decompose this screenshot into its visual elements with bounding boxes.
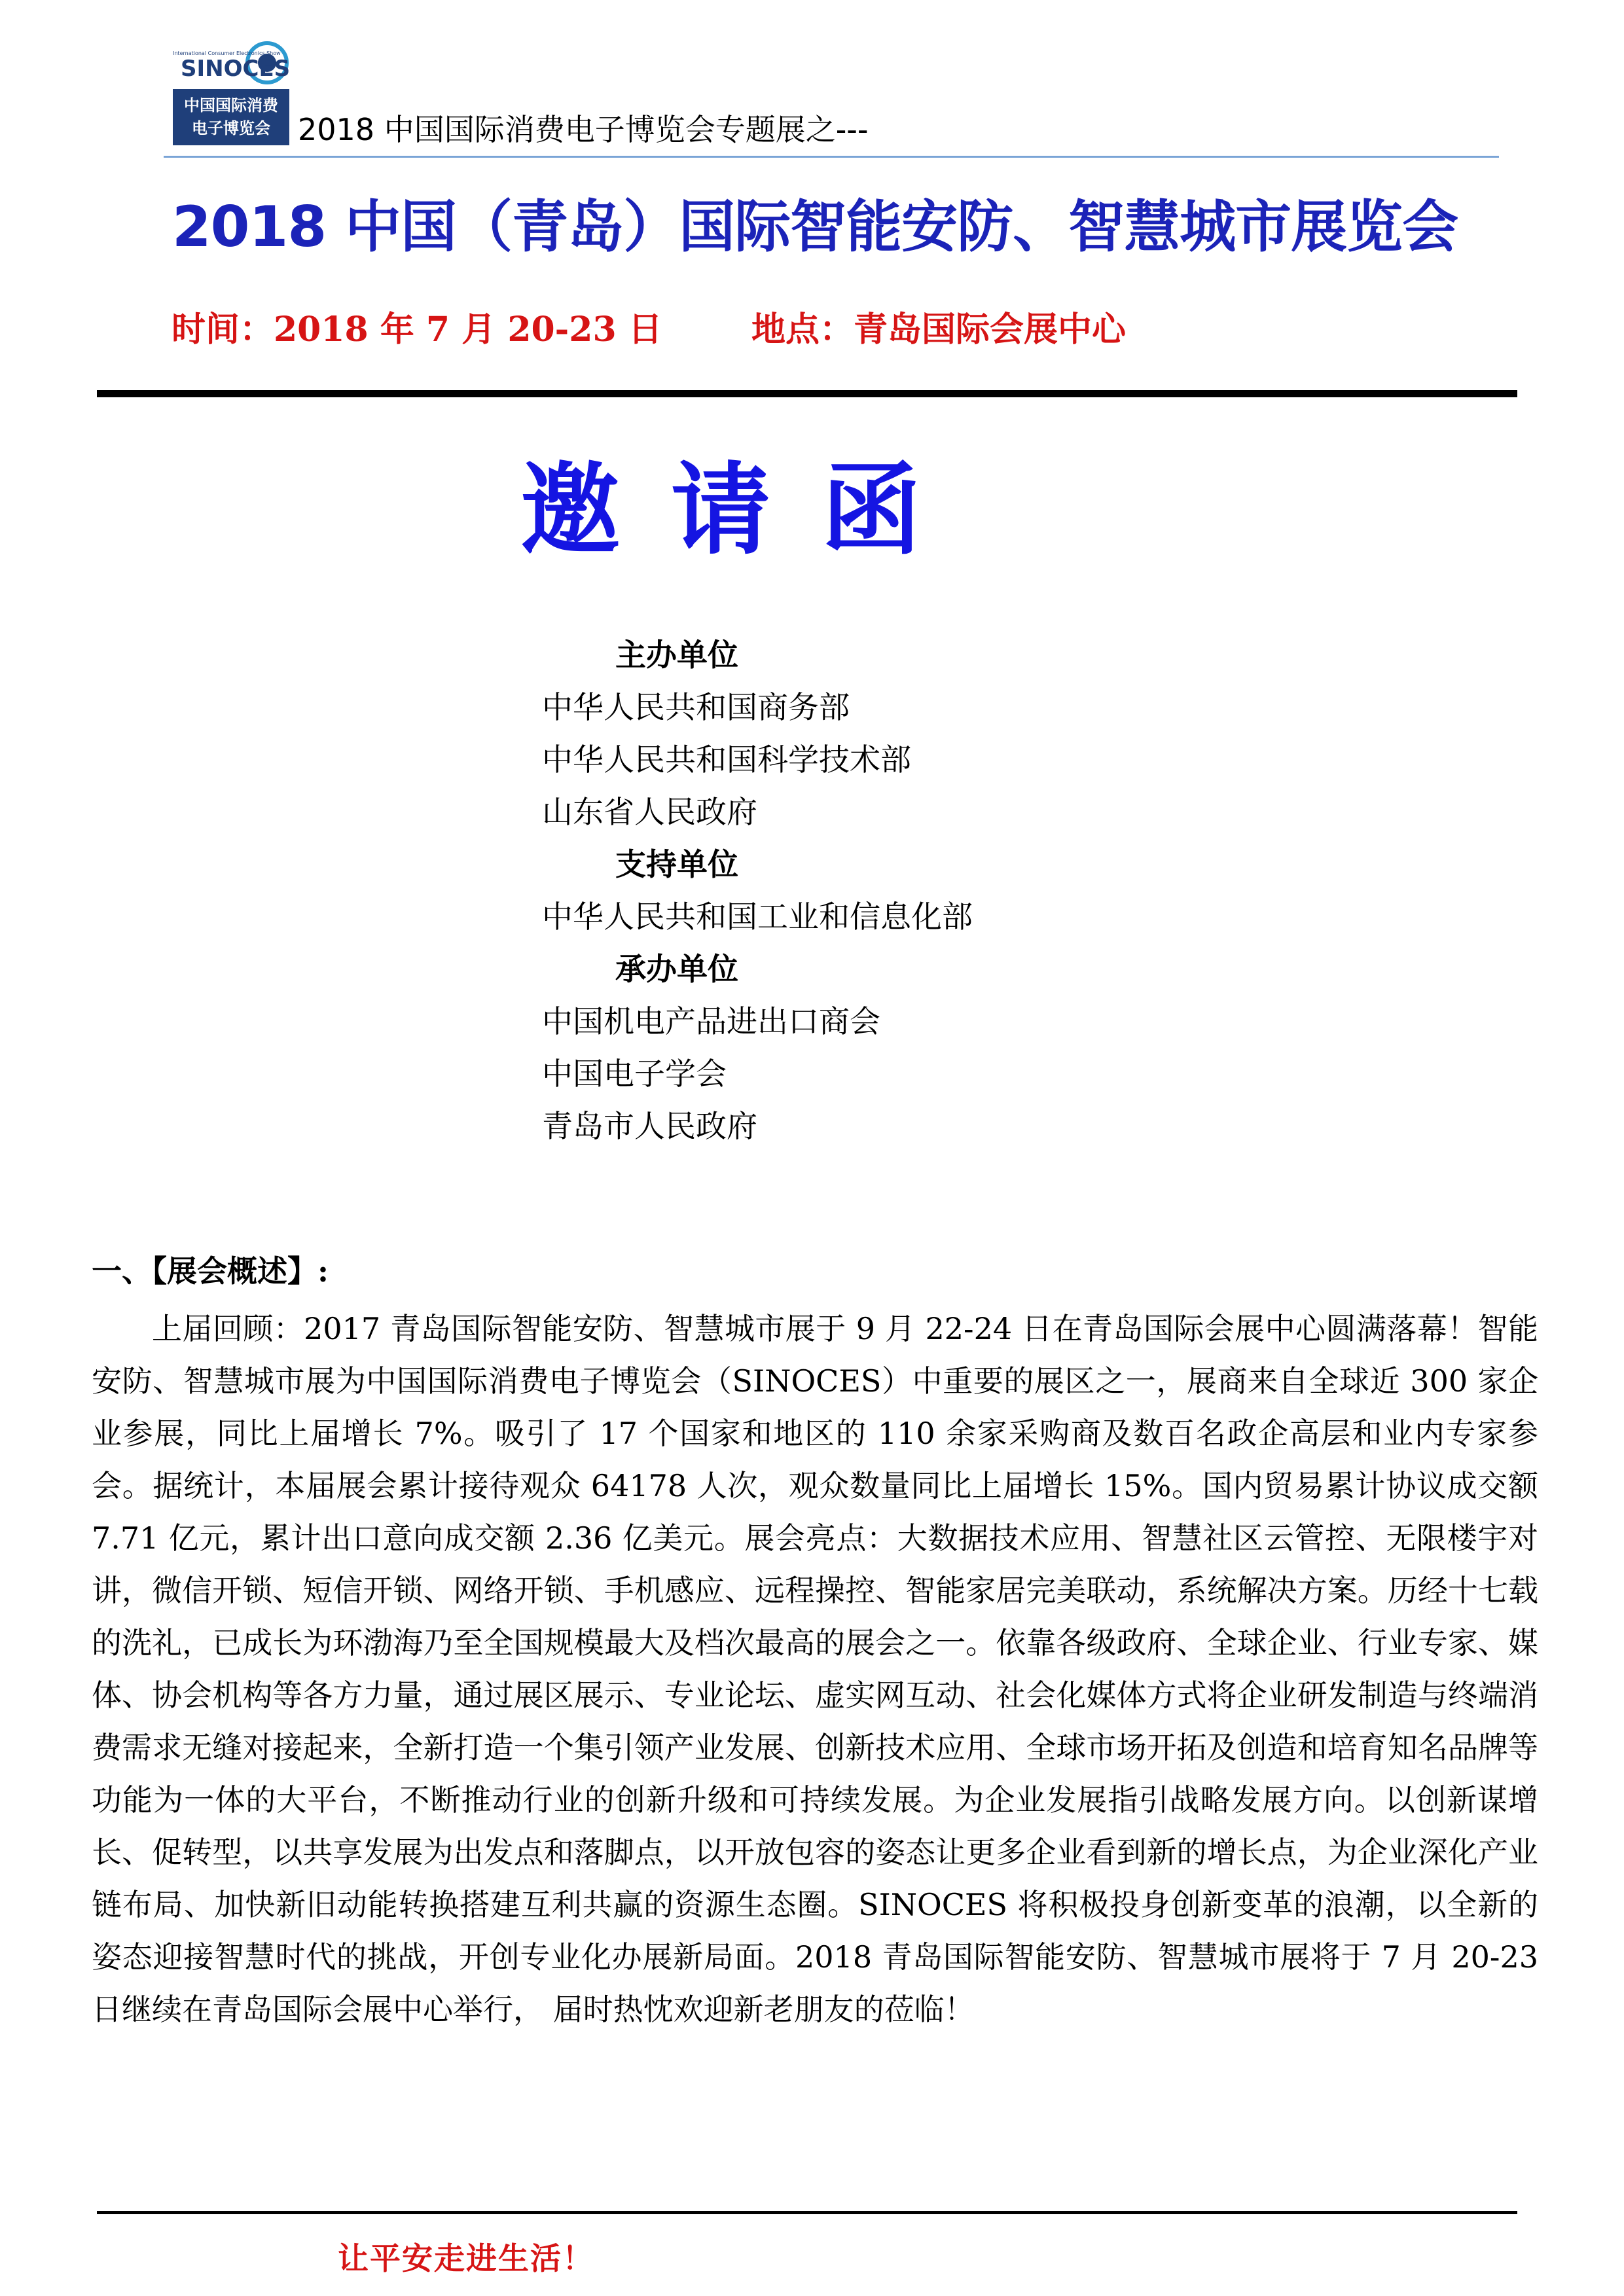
host-item: 中华人民共和国商务部	[542, 690, 850, 726]
header-rule	[164, 156, 1499, 158]
host-item: 山东省人民政府	[542, 795, 757, 831]
logo-name-line1: 中国国际消费	[184, 96, 278, 115]
logo-brand: SINOCES	[181, 56, 291, 82]
sinoces-logo	[169, 29, 293, 147]
support-label: 支持单位	[615, 847, 738, 883]
footer-slogan: 让平安走进生活！	[338, 2241, 594, 2277]
overview-paragraph: 上届回顾：2017 青岛国际智能安防、智慧城市展于 9 月 22-24 日在青岛国际会展中心圆满落幕！智能安防、智慧城市展为中国国际消费电子博览会（SINOCES）中重要的展区之一，展商来自全球近 300 家企业参展，同比上届增长 7%。吸引了 17 个国家和地区的 110 余家采购商及数百名政企高层和业内专家参会。据统计，本届展会累计接待观众 64178 人次，观众数量同比上届增长 15%。国内贸易累计协议成交额 7.71 亿元，累计出口意向成交额 2.36 亿美元。展会亮点：大数据技术应用、智慧社区云管控、无限楼宇对讲，微信开锁、短信开锁、网络开锁、手机感应、远程操控、智能家居完美联动，系统解决方案。历经十七载的洗礼，已成长为环渤海乃至全国规模最大及档次最高的展会之一。依靠各级政府、全球企业、行业专家、媒体、协会机构等各方力量，通过展区展示、专业论坛、虚实网互动、社会化媒体方式将企业研发制造与终端消费需求无缝对接起来，全新打造一个集引领产业发展、创新技术应用、全球市场开拓及创造和培育知名品牌等功能为一体的大平台，不断推动行业的创新升级和可持续发展。为企业发展指引战略发展方向。以创新谋增长、促转型，以共享发展为出发点和落脚点，以开放包容的姿态让更多企业看到新的增长点，为企业深化产业链布局、加快新旧动能转换搭建互利共赢的资源生态圈。SINOCES 将积极投身创新变革的浪潮，以全新的姿态迎接智慧时代的挑战，开创专业化办展新局面。2018 青岛国际智能安防、智慧城市展将于 7 月 20-23 日继续在青岛国际会展中心举行， 届时热忱欢迎新老朋友的莅临！	[92, 1311, 1538, 2027]
event-place: 地点：青岛国际会展中心	[751, 310, 1127, 350]
logo-name-line2: 电子博览会	[192, 119, 270, 137]
event-time: 时间：2018 年 7 月 20-23 日	[171, 310, 662, 350]
organizer-label: 承办单位	[615, 952, 738, 988]
invitation-title: 邀请函	[520, 452, 972, 568]
organizer-item: 中国电子学会	[542, 1056, 727, 1092]
host-item: 中华人民共和国科学技术部	[542, 742, 911, 778]
divider-bottom	[97, 2211, 1517, 2214]
overview-heading: 一、【展会概述】:	[92, 1253, 329, 1289]
divider-top	[97, 390, 1517, 397]
organizer-item: 青岛市人民政府	[542, 1109, 757, 1145]
organizer-item: 中国机电产品进出口商会	[542, 1004, 880, 1040]
supporter-item: 中华人民共和国工业和信息化部	[542, 899, 973, 935]
header-caption: 2018 中国国际消费电子博览会专题展之---	[298, 112, 869, 147]
host-label: 主办单位	[615, 637, 738, 673]
logo-tagline: International Consumer Electronics Show	[173, 50, 281, 56]
main-title: 2018 中国（青岛）国际智能安防、智慧城市展览会	[171, 194, 1458, 260]
